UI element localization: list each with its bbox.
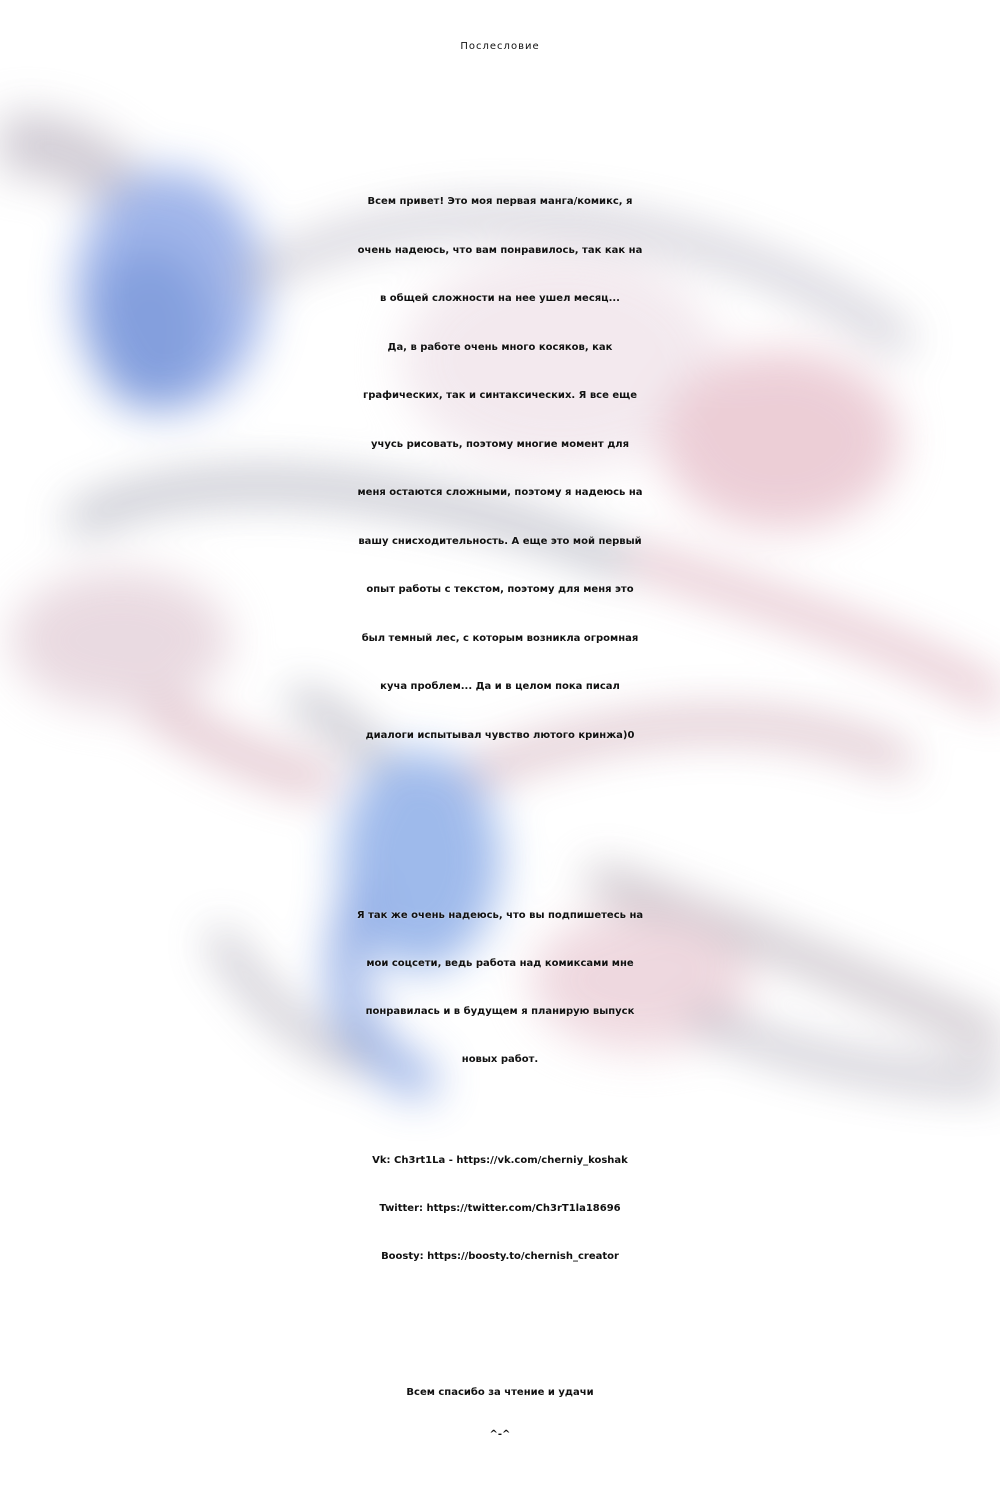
closing-message: [0, 1372, 1000, 1456]
social-paragraph: [0, 892, 1000, 1084]
intro-line: вашу снисходительность. А еще это мой первый: [358, 535, 642, 547]
intro-line: Всем привет! Это моя первая манга/комикс, я: [367, 196, 633, 207]
boosty-link: Boosty: https://boosty.to/chernish_creator: [381, 1251, 619, 1262]
social-links: [0, 1137, 1000, 1281]
intro-line: диалоги испытывал чувство лютого кринжа)0: [365, 729, 635, 741]
closing-line: Всем спасибо за чтение и удачи: [406, 1387, 594, 1398]
intro-line: куча проблем... Да и в целом пока писал: [380, 681, 620, 692]
intro-line: в общей сложности на нее ушел месяц...: [380, 293, 620, 304]
page-title: Послесловие: [460, 40, 540, 52]
twitter-link: Twitter: https://twitter.com/Ch3rT1la18696: [379, 1203, 621, 1214]
intro-paragraph: [0, 178, 1000, 760]
intro-line: меня остаются сложными, поэтому я надеюсь на: [357, 487, 643, 498]
social-line: мои соцсети, ведь работа над комиксами мне: [366, 958, 634, 969]
intro-line: был темный лес, с которым возникла огромная: [361, 632, 639, 644]
intro-line: графических, так и синтаксических. Я все еще: [363, 390, 637, 401]
intro-line: опыт работы с текстом, поэтому для меня это: [366, 584, 634, 595]
social-line: понравилась и в будущем я планирую выпуск: [365, 1006, 635, 1017]
intro-line: Да, в работе очень много косяков, как: [387, 341, 613, 353]
vk-link: Vk: Ch3rt1La - https://vk.com/cherniy_koshak: [372, 1155, 628, 1166]
emoticon: ^-^: [489, 1429, 511, 1440]
intro-line: очень надеюсь, что вам понравилось, так как на: [357, 244, 643, 256]
intro-line: учусь рисовать, поэтому многие момент для: [370, 438, 630, 450]
social-line: Я так же очень надеюсь, что вы подпишетесь на: [356, 910, 644, 921]
social-line: новых работ.: [461, 1054, 539, 1065]
